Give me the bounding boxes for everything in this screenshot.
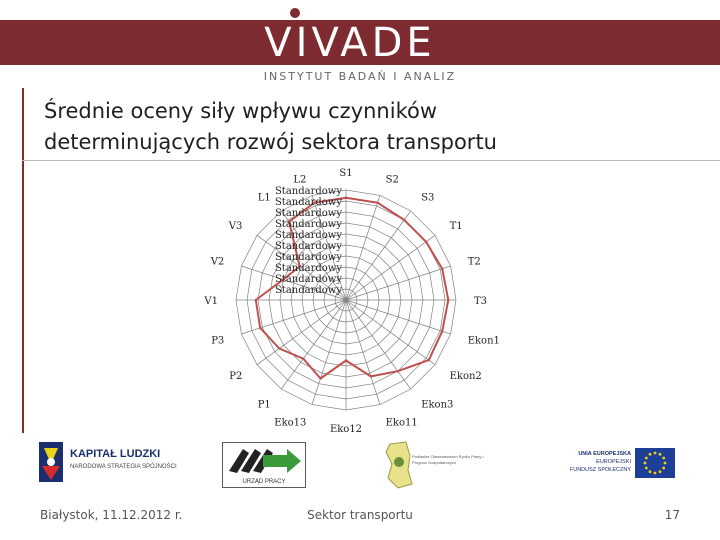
scale-label: Standardowy bbox=[274, 208, 342, 219]
axis-label-v3: V3 bbox=[228, 220, 243, 232]
scale-label: Standardowy bbox=[274, 219, 342, 230]
kapital-ludzki-title: KAPITAŁ LUDZKI bbox=[70, 448, 161, 460]
data-point bbox=[441, 268, 443, 270]
scale-label: Standardowy bbox=[274, 186, 342, 197]
eu-label bbox=[545, 450, 631, 474]
axis-label-l1: L1 bbox=[257, 192, 271, 204]
axis-label-eko11: Eko11 bbox=[385, 417, 418, 429]
axis-label-v2: V2 bbox=[210, 256, 225, 268]
obserwatorium-label: Podlaskie Obserwatorium Rynku Pracy i Prognoz Gospodarczych bbox=[412, 454, 484, 465]
scale-label: Standardowy bbox=[274, 197, 342, 208]
eu-label-line2: EUROPEJSKI bbox=[596, 459, 631, 465]
data-point bbox=[278, 347, 280, 349]
data-point bbox=[447, 299, 449, 301]
data-point bbox=[376, 202, 378, 204]
brand-subtitle: INSTYTUT BADAŃ I ANALIZ bbox=[263, 70, 457, 83]
urzad-pracy-emblem bbox=[223, 443, 305, 479]
data-point bbox=[441, 330, 443, 332]
kapital-ludzki-logo bbox=[36, 440, 176, 484]
data-point bbox=[370, 375, 372, 377]
axis-label-t3: T3 bbox=[474, 296, 488, 307]
scale-label: Standardowy bbox=[274, 274, 342, 285]
footer-section-label: Sektor transportu bbox=[307, 508, 413, 522]
obserwatorium-logo bbox=[384, 440, 494, 490]
axis-label-ekon1: Ekon1 bbox=[467, 335, 500, 347]
brand-name: VIVADE bbox=[264, 20, 436, 66]
page-number: 17 bbox=[664, 508, 680, 522]
scale-label: Standardowy bbox=[274, 230, 342, 241]
axis-label-eko12: Eko12 bbox=[329, 424, 363, 435]
eu-label-line1: UNIA EUROPEJSKA bbox=[578, 451, 631, 457]
slide-title-line2: determinujących rozwój sektora transportu bbox=[44, 130, 497, 154]
kapital-ludzki-emblem bbox=[36, 440, 66, 484]
data-point bbox=[428, 359, 430, 361]
data-point bbox=[403, 219, 405, 221]
eu-label-line3: FUNDUSZ SPOŁECZNY bbox=[569, 467, 631, 473]
axis-label-p1: P1 bbox=[257, 399, 271, 411]
urzad-pracy-label: URZĄD PRACY bbox=[242, 479, 286, 485]
data-point bbox=[259, 327, 261, 329]
axis-label-eko13: Eko13 bbox=[274, 417, 307, 429]
data-point bbox=[345, 359, 347, 361]
axis-label-t2: T2 bbox=[467, 256, 481, 268]
footer-date: Białystok, 11.12.2012 r. bbox=[40, 508, 183, 522]
eu-logo bbox=[545, 446, 677, 484]
radar-scale-labels bbox=[275, 186, 342, 296]
data-point bbox=[255, 299, 257, 301]
kapital-ludzki-subtitle: NARODOWA STRATEGIA SPÓJNOŚCI bbox=[70, 464, 177, 470]
scale-label: Standardowy bbox=[274, 241, 342, 252]
data-point bbox=[345, 197, 347, 199]
data-point bbox=[425, 241, 427, 243]
podlasie-map-emblem bbox=[384, 440, 414, 490]
eu-flag-icon bbox=[635, 448, 675, 478]
axis-label-ekon3: Ekon3 bbox=[421, 399, 454, 411]
scale-label: Standardowy bbox=[274, 252, 342, 263]
axis-label-s1: S1 bbox=[339, 168, 353, 179]
scale-label: Standardowy bbox=[274, 285, 342, 296]
axis-label-v1: V1 bbox=[204, 296, 218, 307]
axis-label-l2: L2 bbox=[293, 174, 307, 186]
data-point bbox=[319, 377, 321, 379]
data-point bbox=[397, 370, 399, 372]
axis-label-t1: T1 bbox=[449, 220, 463, 232]
axis-label-s3: S3 bbox=[421, 192, 435, 204]
axis-label-ekon2: Ekon2 bbox=[449, 371, 482, 383]
axis-label-p2: P2 bbox=[229, 371, 243, 383]
axis-label-p3: P3 bbox=[211, 335, 225, 347]
scale-label: Standardowy bbox=[274, 263, 342, 274]
data-point bbox=[302, 358, 304, 360]
axis-label-s2: S2 bbox=[385, 174, 399, 186]
urzad-pracy-logo bbox=[222, 442, 306, 488]
slide-title-line1: Średnie oceny siły wpływu czynników bbox=[44, 99, 438, 123]
radar-grid bbox=[236, 190, 456, 410]
